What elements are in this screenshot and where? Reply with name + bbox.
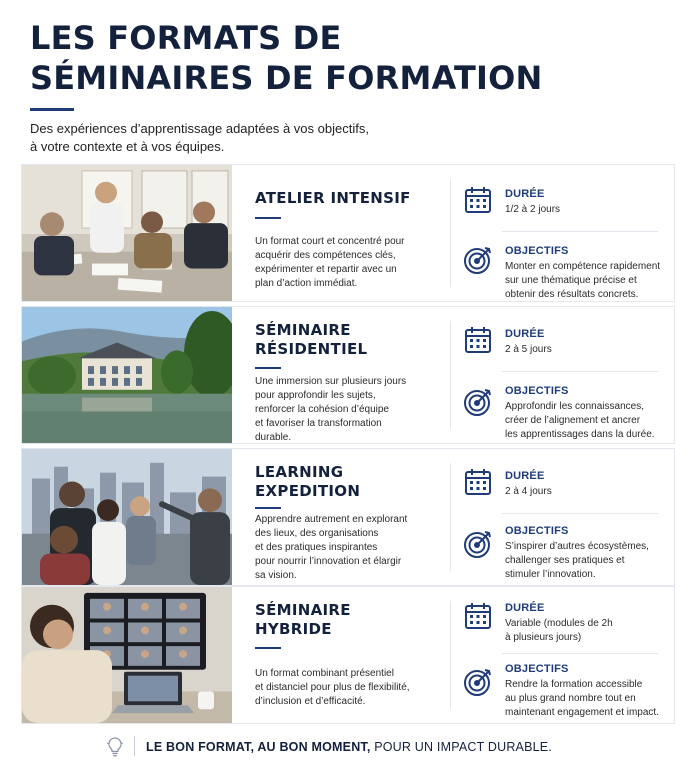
subtitle-line-2: à votre contexte et à vos équipes. [30, 139, 225, 154]
objectives-label: OBJECTIFS [505, 663, 569, 675]
target-icon [463, 529, 493, 559]
duration-value: Variable (modules de 2h à plusieurs jours) [505, 618, 613, 643]
row-divider [502, 231, 658, 232]
format-title: SÉMINAIRE RÉSIDENTIEL [255, 321, 368, 358]
format-description: Un format court et concentré pour acquérir des compétences clés, expérimenter et repartir avec un plan d’action immédiat. [255, 236, 405, 289]
page-title [30, 18, 670, 98]
target-icon [463, 387, 493, 417]
objectives-value: S’inspirer d’autres écosystèmes, challenger ses pratiques et stimuler l’innovation. [505, 541, 649, 580]
format-card-atelier-intensif [21, 164, 675, 302]
duration-label: DURÉE [505, 328, 545, 340]
row-divider [502, 653, 658, 654]
format-title: LEARNING EXPEDITION [255, 463, 361, 500]
city-visit-photo [22, 449, 232, 585]
objectives-label: OBJECTIFS [505, 245, 569, 257]
row-divider [502, 371, 658, 372]
footer-separator [134, 736, 135, 756]
format-card-seminaire-residentiel [21, 306, 675, 444]
duration-label: DURÉE [505, 470, 545, 482]
footer-tagline-bold: LE BON FORMAT, AU BON MOMENT, [146, 740, 371, 754]
page-subtitle [30, 120, 670, 156]
column-divider [450, 321, 451, 429]
calendar-icon [463, 325, 493, 355]
duration-label: DURÉE [505, 602, 545, 614]
page-title-line-2: SÉMINAIRES DE FORMATION [30, 59, 543, 97]
footer-tagline-regular: POUR UN IMPACT DURABLE. [370, 740, 552, 754]
target-icon [463, 667, 493, 697]
objectives-value: Approfondir les connaissances, créer de l’alignement et ancrer les apprentissages dans la durée. [505, 401, 655, 440]
workshop-photo [22, 165, 232, 301]
format-title-underline [255, 647, 281, 649]
calendar-icon [463, 601, 493, 631]
objectives-label: OBJECTIFS [505, 385, 569, 397]
target-icon [463, 245, 493, 275]
footer-tagline [146, 739, 552, 755]
lightbulb-icon [106, 736, 124, 758]
calendar-icon [463, 467, 493, 497]
column-divider [450, 179, 451, 287]
column-divider [450, 463, 451, 571]
duration-value: 1/2 à 2 jours [505, 204, 561, 215]
format-title: ATELIER INTENSIF [255, 189, 411, 207]
duration-value: 2 à 5 jours [505, 344, 552, 355]
row-divider [502, 513, 658, 514]
objectives-value: Rendre la formation accessible au plus grand nombre tout en maintenant engagement et impact. [505, 679, 659, 718]
duration-label: DURÉE [505, 188, 545, 200]
column-divider [450, 601, 451, 709]
format-description: Un format combinant présentiel et distanciel pour plus de flexibilité, d’inclusion et d’efficacité. [255, 668, 410, 707]
title-underline [30, 108, 74, 111]
format-card-seminaire-hybride [21, 586, 675, 724]
format-title-underline [255, 507, 281, 509]
residential-venue-photo [22, 307, 232, 443]
calendar-icon [463, 185, 493, 215]
formats-list [21, 164, 675, 724]
format-title: SÉMINAIRE HYBRIDE [255, 601, 351, 638]
duration-value: 2 à 4 jours [505, 486, 552, 497]
format-description: Une immersion sur plusieurs jours pour approfondir les sujets, renforcer la cohésion d’équipe et favoriser la transformation durable. [255, 376, 407, 443]
format-description: Apprendre autrement en explorant des lieux, des organisations et des pratiques inspirantes pour nourrir l’innovation et élargir sa vision. [255, 514, 408, 581]
hybrid-meeting-photo [22, 587, 232, 723]
format-title-underline [255, 217, 281, 219]
format-title-underline [255, 367, 281, 369]
objectives-label: OBJECTIFS [505, 525, 569, 537]
subtitle-line-1: Des expériences d’apprentissage adaptées à vos objectifs, [30, 121, 369, 136]
objectives-value: Monter en compétence rapidement sur une thématique précise et obtenir des résultats concrets. [505, 261, 661, 300]
format-card-learning-expedition [21, 448, 675, 586]
page-title-line-1: LES FORMATS DE [30, 19, 342, 57]
